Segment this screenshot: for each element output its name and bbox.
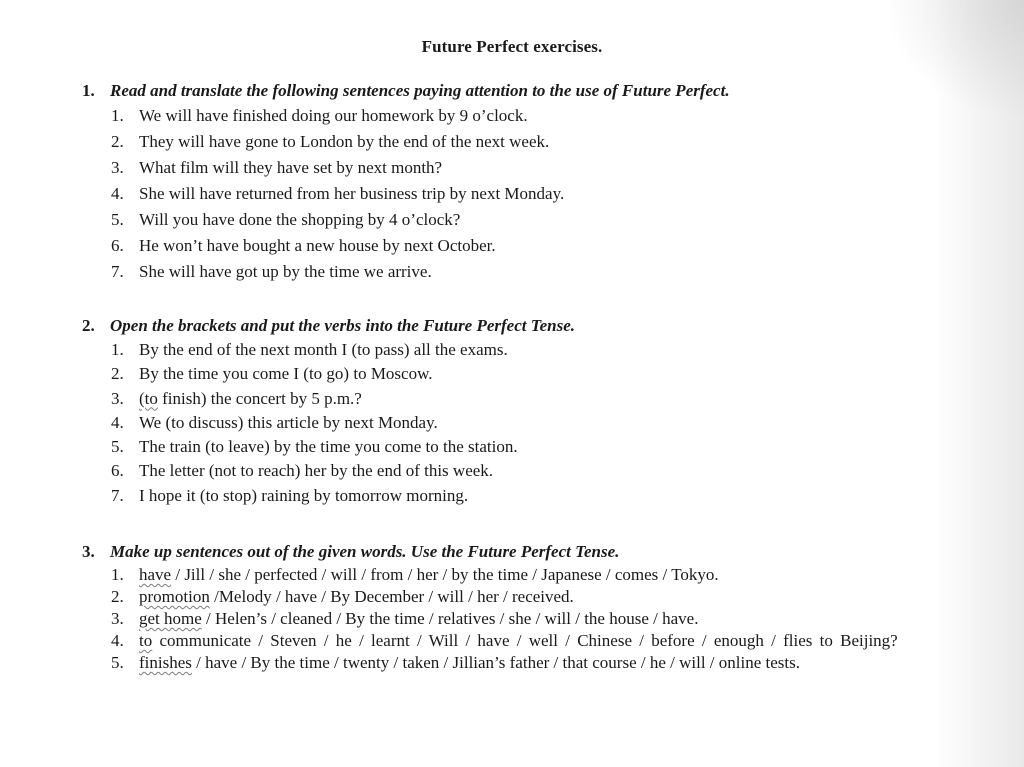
list-item xyxy=(82,411,942,435)
list-item xyxy=(82,652,942,674)
list-item xyxy=(82,586,942,608)
list-item xyxy=(82,608,942,630)
item-text: I hope it (to stop) raining by tomorrow morning. xyxy=(139,485,469,505)
item-text: communicate / Steven / he / learnt / Will / have / well / Chinese / before / enough / flies to Beijing? xyxy=(152,631,898,650)
item-text: We will have finished doing our homework by 9 o’clock. xyxy=(139,106,528,125)
list-item xyxy=(82,207,942,233)
item-number: 5. xyxy=(111,437,124,457)
list-item xyxy=(82,630,929,652)
list-item xyxy=(82,338,942,362)
item-number: 5. xyxy=(111,210,124,229)
section-heading-text: Make up sentences out of the given words. Use the Future Perfect Tense. xyxy=(110,542,620,561)
item-number: 7. xyxy=(111,485,124,505)
section-3 xyxy=(82,540,942,674)
item-text: They will have gone to London by the end of the next week. xyxy=(139,132,550,151)
spellcheck-underlined-word: have xyxy=(139,565,172,584)
item-number: 2. xyxy=(111,132,124,151)
section-heading-text: Open the brackets and put the verbs into the Future Perfect Tense. xyxy=(110,316,575,335)
item-number: 4. xyxy=(111,631,124,650)
item-number: 5. xyxy=(111,653,124,672)
item-number: 3. xyxy=(111,158,124,177)
list-item xyxy=(82,181,942,207)
spellcheck-underlined-word: to xyxy=(139,631,153,650)
list-item xyxy=(82,155,942,181)
item-text: He won’t have bought a new house by next October. xyxy=(139,236,496,255)
item-text: What film will they have set by next month? xyxy=(139,158,443,177)
item-text: / Helen’s / cleaned / By the time / relatives / she / will / the house / have. xyxy=(201,609,699,628)
item-number: 1. xyxy=(111,106,124,125)
item-number: 6. xyxy=(111,461,124,481)
list-item xyxy=(82,362,942,386)
list-item xyxy=(82,435,942,459)
section-number: 3. xyxy=(82,542,95,561)
list-item xyxy=(82,387,942,411)
list-item xyxy=(82,103,942,129)
item-number: 6. xyxy=(111,236,124,255)
section-heading xyxy=(82,314,942,338)
item-text: finish) the concert by 5 p.m.? xyxy=(157,388,362,408)
spellcheck-underlined-word: (to xyxy=(139,388,158,408)
item-text: The train (to leave) by the time you come to the station. xyxy=(139,437,518,457)
item-text: The letter (not to reach) her by the end of this week. xyxy=(139,461,494,481)
item-text: / Jill / she / perfected / will / from / her / by the time / Japanese / comes / Tokyo. xyxy=(171,565,719,584)
section-number: 1. xyxy=(82,81,95,100)
section-number: 2. xyxy=(82,316,95,335)
item-text: We (to discuss) this article by next Monday. xyxy=(139,412,438,432)
item-text: She will have returned from her business trip by next Monday. xyxy=(139,184,565,203)
item-text: /Melody / have / By December / will / her / received. xyxy=(209,587,574,606)
item-number: 2. xyxy=(111,364,124,384)
section-heading-text: Read and translate the following sentences paying attention to the use of Future Perfect. xyxy=(110,81,730,100)
item-number: 1. xyxy=(111,340,124,359)
item-text: By the end of the next month I (to pass) all the exams. xyxy=(139,340,508,359)
spellcheck-underlined-word: finishes xyxy=(139,653,192,672)
list-item xyxy=(82,233,942,259)
item-number: 4. xyxy=(111,184,124,203)
section-heading xyxy=(82,540,942,564)
spellcheck-underlined-word: get home xyxy=(139,609,202,628)
list-item xyxy=(82,259,942,285)
list-item xyxy=(82,484,942,508)
item-text: By the time you come I (to go) to Moscow. xyxy=(139,364,433,384)
section-heading xyxy=(82,79,942,103)
item-number: 4. xyxy=(111,412,124,432)
item-number: 3. xyxy=(111,388,124,408)
section-2 xyxy=(82,314,942,508)
item-text: / have / By the time / twenty / taken / Jillian’s father / that course / he / will / online tests. xyxy=(191,653,800,672)
list-item xyxy=(82,564,942,586)
spellcheck-underlined-word: promotion xyxy=(139,587,210,606)
item-text: Will you have done the shopping by 4 o’clock? xyxy=(139,210,461,229)
section-1 xyxy=(82,79,942,285)
item-number: 1. xyxy=(111,565,124,584)
document-title: Future Perfect exercises. xyxy=(421,37,603,56)
item-text: She will have got up by the time we arrive. xyxy=(139,262,432,281)
list-item xyxy=(82,459,942,483)
item-number: 7. xyxy=(111,262,124,281)
list-item xyxy=(82,129,942,155)
item-number: 3. xyxy=(111,609,124,628)
item-number: 2. xyxy=(111,587,124,606)
